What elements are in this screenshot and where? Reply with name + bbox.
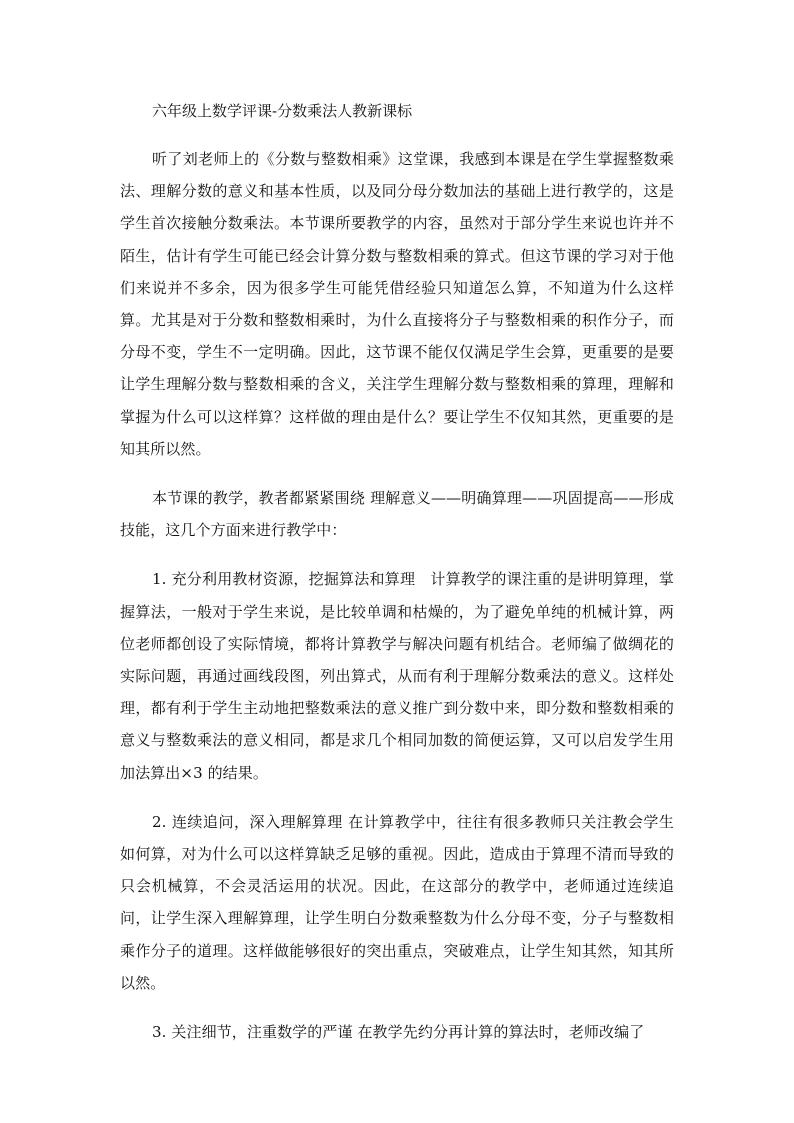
paragraph-intro: 听了刘老师上的《分数与整数相乘》这堂课，我感到本课是在学生掌握整数乘法、理解分数的意义和基本性质，以及同分母分数加法的基础上进行教学的，这是学生首次接触分数乘法。本节课所要教学的内容，虽然对于部分学生来说也许并不陌生，估计有学生可能已经会计算分数与整数相乘的算式。但这节课的学习对于他们来说并不多余，因为很多学生可能凭借经验只知道怎么算，不知道为什么这样算。尤其是对于分数和整数相乘时，为什么直接将分子与整数相乘的积作分子，而分母不变，学生不一定明确。因此，这节课不能仅仅满足学生会算，更重要的是要让学生理解分数与整数相乘的含义，关注学生理解分数与整数相乘的算理，理解和掌握为什么可以这样算？这样做的理由是什么？要让学生不仅知其然，更重要的是知其所以然。 xyxy=(120,150,674,458)
document-body xyxy=(120,96,674,1048)
document-title: 六年级上数学评课-分数乘法人教新课标 xyxy=(152,102,413,120)
paragraph-point-3: 3. 关注细节，注重数学的严谨 在教学先约分再计算的算法时，老师改编了 xyxy=(152,1023,645,1042)
paragraph-point-2: 2. 连续追问，深入理解算理 在计算教学中，往往有很多教师只关注教会学生如何算，对为什么可以这样算缺乏足够的重视。因此，造成由于算理不清而导致的只会机械算，不会灵活运用的状况。因此，在这部分的教学中，老师通过连续追问，让学生深入理解算理，让学生明白分数乘整数为什么分母不变，分子与整数相乘作分子的道理。这样做能够很好的突出重点，突破难点，让学生知其然，知其所以然。 xyxy=(120,812,674,992)
paragraph-point-1: 1. 充分利用教材资源，挖掘算法和算理 计算教学的课注重的是讲明算理，掌握算法，一般对于学生来说，是比较单调和枯燥的，为了避免单纯的机械计算，两位老师都创设了实际情境，都将计算教学与解决问题有机结合。老师编了做绸花的实际问题，再通过画线段图，列出算式，从而有利于理解分数乘法的意义。这样处理，都有利于学生主动地把整数乘法的意义推广到分数中来，即分数和整数相乘的意义与整数乘法的意义相同，都是求几个相同加数的简便运算，又可以启发学生用加法算出×3 的结果。 xyxy=(120,570,674,782)
paragraph-teaching-overview: 本节课的教学，教者都紧紧围绕 理解意义——明确算理——巩固提高——形成技能，这几个方面来进行教学中： xyxy=(120,489,674,540)
